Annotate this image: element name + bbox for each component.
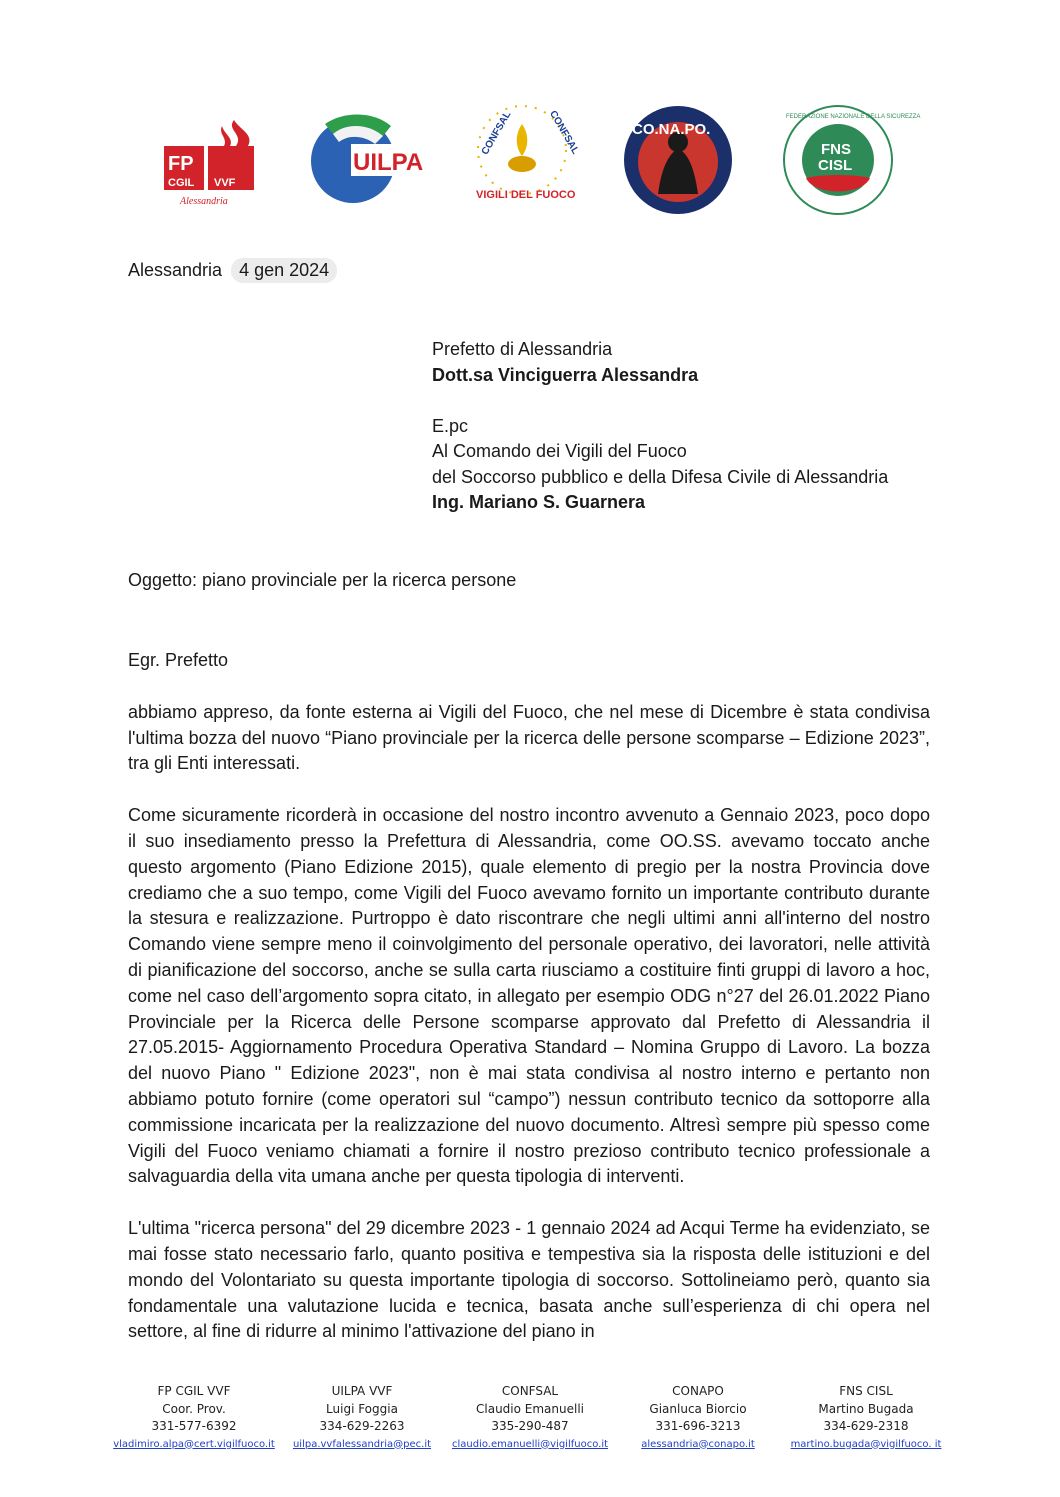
footer-email-link[interactable]: alessandria@conapo.it	[641, 1438, 755, 1450]
footer-role: Luigi Foggia	[326, 1401, 398, 1416]
footer-contact-confsal	[446, 1383, 614, 1453]
svg-text:CGIL: CGIL	[168, 177, 195, 189]
salutation: Egr. Prefetto	[128, 650, 229, 670]
recipient-line-1: Prefetto di Alessandria	[432, 339, 613, 359]
footer-phone: 331-577-6392	[151, 1419, 237, 1433]
svg-text:CO.NA.PO.: CO.NA.PO.	[632, 121, 711, 138]
svg-text:Alessandria: Alessandria	[180, 196, 228, 207]
footer-role: Coor. Prov.	[162, 1401, 226, 1416]
footer-contact-fp-cgil	[110, 1383, 278, 1453]
date-line	[128, 258, 337, 283]
footer-phone: 334-629-2318	[823, 1419, 909, 1433]
paragraph-2: Come sicuramente ricorderà in occasione del nostro incontro avvenuto a Gennaio 2023, poco dopo il suo insediamento presso la Prefettura di Alessandria, come OO.SS. avevamo toccato anche questo argomento (Piano Edizione 2015), quale elemento di pregio per la nostra Provincia dove crediamo che a suo tempo, come Vigili del Fuoco avevamo fornito un importante contributo durante la stesura e realizzazione. Purtroppo è dato riscontrare che negli ultimi anni all'interno del nostro Comando viene sempre meno il coinvolgimento del personale operativo, dei lavoratori, nelle attività di pianificazione del soccorso, anche se sulla carta riusciamo a costituire finti gruppi di lavoro a hoc, come nel caso dell’argomento sopra citato, in allegato per esempio ODG n°27 del 26.01.2022 Piano Provinciale per la Ricerca delle Persone scomparse approvato dal Prefetto di Alessandria il 27.05.2015- Aggiornamento Procedura Operativa Standard – Nomina Gruppo di Lavoro. La bozza del nuovo Piano " Edizione 2023", non è mai stata condivisa al nostro interno e pertanto non abbiamo potuto fornire (come operatori sul “campo”) nessun contributo tecnico da sottoporre alla commissione incaricata per la realizzazione del nuovo documento. Altresì sempre più spesso come Vigili del Fuoco veniamo chiamati a fornire il nostro prezioso contributo tecnico professionale a salvaguardia della vita umana anche per questa tipologia di interventi.	[128, 805, 930, 1187]
cc-recipient-name: Ing. Mariano S. Guarnera	[432, 492, 646, 512]
fns-cisl-logo	[782, 104, 921, 216]
footer-contact-conapo	[614, 1383, 782, 1453]
footer-org: UILPA VVF	[331, 1384, 393, 1398]
uilpa-logo	[305, 106, 424, 216]
fp-cgil-vvf-logo	[162, 118, 258, 208]
svg-text:VVF: VVF	[214, 177, 236, 189]
footer-org: CONFSAL	[501, 1384, 559, 1398]
footer-org: CONAPO	[672, 1384, 724, 1398]
place-label: Alessandria	[128, 260, 223, 280]
footer-phone: 335-290-487	[491, 1419, 569, 1433]
footer-org: FP CGIL VVF	[157, 1384, 231, 1398]
svg-text:CISL: CISL	[818, 157, 853, 174]
footer-phone: 334-629-2263	[319, 1419, 405, 1433]
subject-line: Oggetto: piano provinciale per la ricerca persone	[128, 570, 517, 590]
footer-email-link[interactable]: claudio.emanuelli@vigilfuoco.it	[451, 1438, 609, 1450]
letter-body	[128, 648, 930, 1371]
paragraph-1: abbiamo appreso, da fonte esterna ai Vigili del Fuoco, che nel mese di Dicembre è stata condivisa l'ultima bozza del nuovo “Piano provinciale per la ricerca delle persone scomparse – Edizione 2023”, tra gli Enti interessati.	[128, 701, 930, 774]
svg-text:CONFSAL: CONFSAL	[479, 109, 514, 157]
recipient-block	[432, 337, 888, 516]
date-chip[interactable]: 4 gen 2024	[231, 258, 337, 283]
confsal-logo	[462, 100, 582, 212]
logos-row	[150, 100, 921, 220]
svg-text:VIGILI DEL FUOCO: VIGILI DEL FUOCO	[476, 189, 576, 201]
svg-text:UILPA: UILPA	[353, 149, 424, 176]
recipient-name: Dott.sa Vinciguerra Alessandra	[432, 364, 699, 385]
footer-org: FNS CISL	[839, 1384, 893, 1398]
footer-phone: 331-696-3213	[655, 1419, 741, 1433]
conapo-logo	[622, 104, 734, 216]
cc-label: E.pc	[432, 415, 469, 436]
footer-role: Gianluca Biorcio	[649, 1401, 747, 1416]
recipient-line-4: Al Comando dei Vigili del Fuoco	[432, 441, 687, 461]
footer-contact-uilpa	[278, 1383, 446, 1453]
footer-email-link[interactable]: vladimiro.alpa@cert.vigilfuoco.it	[113, 1438, 275, 1450]
footer-contacts	[110, 1383, 950, 1453]
footer-contact-fns-cisl	[782, 1383, 950, 1453]
svg-text:FEDERAZIONE NAZIONALE DELLA SI: FEDERAZIONE NAZIONALE DELLA SICUREZZA	[786, 114, 921, 120]
paragraph-3: L'ultima "ricerca persona" del 29 dicembre 2023 - 1 gennaio 2024 ad Acqui Terme ha evidenziato, se mai fosse stato necessario farlo, quanto positiva e tempestiva sia la risposta delle istituzioni e del mondo del Volontariato su questa importante tipologia di soccorso. Sottolineiamo però, quanto sia fondamentale una valutazione lucida e tecnica, basata anche sull’esperienza di chi opera nel settore, al fine di ridurre al minimo l'attivazione del piano in	[128, 1218, 930, 1342]
svg-text:FP: FP	[168, 153, 194, 175]
svg-text:FNS: FNS	[821, 141, 851, 158]
footer-email-link[interactable]: martino.bugada@vigilfuoco. it	[790, 1438, 942, 1450]
footer-role: Claudio Emanuelli	[476, 1401, 584, 1416]
footer-role: Martino Bugada	[818, 1401, 914, 1416]
footer-email-link[interactable]: uilpa.vvfalessandria@pec.it	[292, 1438, 432, 1450]
recipient-line-5: del Soccorso pubblico e della Difesa Civile di Alessandria	[432, 466, 889, 487]
svg-text:CONFSAL: CONFSAL	[547, 108, 581, 157]
